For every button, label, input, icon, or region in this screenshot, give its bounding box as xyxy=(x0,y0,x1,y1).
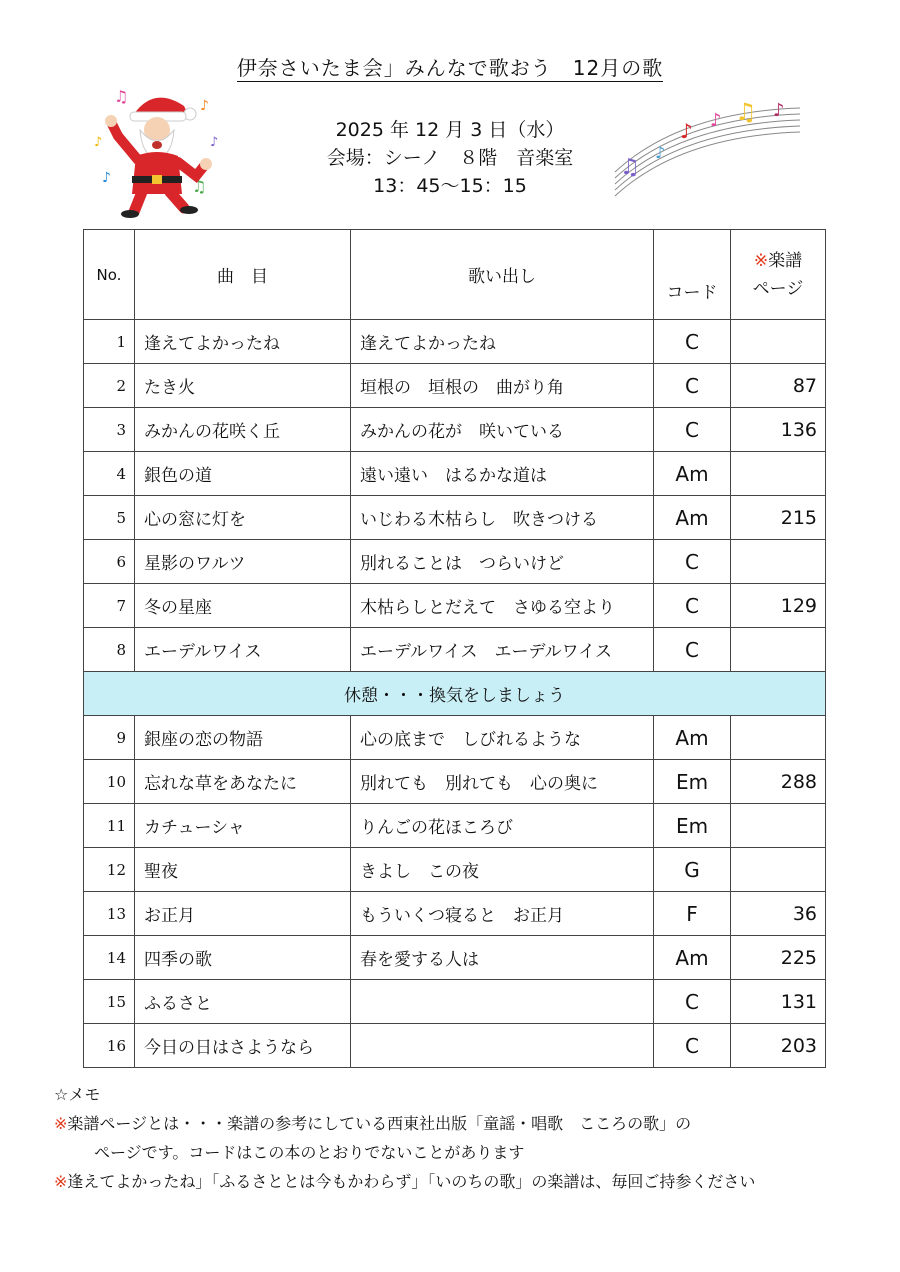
svg-text:♪: ♪ xyxy=(94,135,103,150)
song-title: 冬の星座 xyxy=(135,584,351,628)
song-first-line: 春を愛する人は xyxy=(351,936,654,980)
song-chord: F xyxy=(654,892,731,936)
song-row xyxy=(84,716,826,760)
song-score-page xyxy=(731,452,826,496)
song-number: 13 xyxy=(84,892,135,936)
song-score-page xyxy=(731,716,826,760)
song-number: 1 xyxy=(84,320,135,364)
song-number: 10 xyxy=(84,760,135,804)
song-title: カチューシャ xyxy=(135,804,351,848)
song-chord: Em xyxy=(654,804,731,848)
song-number: 12 xyxy=(84,848,135,892)
svg-text:♪: ♪ xyxy=(655,143,666,162)
song-chord: C xyxy=(654,408,731,452)
memo-mark-1: ※ xyxy=(54,1114,68,1133)
song-score-page xyxy=(731,628,826,672)
svg-text:♪: ♪ xyxy=(102,170,111,186)
song-row xyxy=(84,408,826,452)
memo-note-1 xyxy=(54,1109,884,1138)
svg-text:♫: ♫ xyxy=(620,155,640,180)
song-table xyxy=(83,229,826,1068)
song-row xyxy=(84,1024,826,1068)
song-score-page: 215 xyxy=(731,496,826,540)
song-first-line: 遠い遠い はるかな道は xyxy=(351,452,654,496)
song-number: 15 xyxy=(84,980,135,1024)
song-title: お正月 xyxy=(135,892,351,936)
event-venue: 会場：シーノ ８階 音楽室 xyxy=(326,147,574,169)
song-number: 9 xyxy=(84,716,135,760)
song-chord: C xyxy=(654,1024,731,1068)
song-row xyxy=(84,936,826,980)
song-first-line: きよし この夜 xyxy=(351,848,654,892)
header-no: No. xyxy=(84,230,135,320)
song-chord: C xyxy=(654,584,731,628)
song-first-line: もういくつ寝ると お正月 xyxy=(351,892,654,936)
song-number: 8 xyxy=(84,628,135,672)
song-title: 聖夜 xyxy=(135,848,351,892)
song-first-line xyxy=(351,980,654,1024)
song-first-line: 垣根の 垣根の 曲がり角 xyxy=(351,364,654,408)
song-row xyxy=(84,892,826,936)
song-title: 銀色の道 xyxy=(135,452,351,496)
song-first-line: 別れても 別れても 心の奥に xyxy=(351,760,654,804)
song-number: 4 xyxy=(84,452,135,496)
song-first-line: りんごの花ほころび xyxy=(351,804,654,848)
memo-heading: ☆メモ xyxy=(54,1085,101,1104)
song-chord: Am xyxy=(654,452,731,496)
song-first-line: いじわる木枯らし 吹きつける xyxy=(351,496,654,540)
song-number: 3 xyxy=(84,408,135,452)
event-date: 2025 年 12 月 3 日（水） xyxy=(335,119,565,141)
song-number: 2 xyxy=(84,364,135,408)
song-score-page xyxy=(731,540,826,584)
svg-text:♫: ♫ xyxy=(192,177,207,196)
song-first-line: エーデルワイス エーデルワイス xyxy=(351,628,654,672)
memo-note-1-cont: ページです。コードはこの本のとおりでないことがあります xyxy=(94,1143,525,1162)
event-time: 13：45～15：15 xyxy=(373,175,527,197)
header-title: 曲 目 xyxy=(135,230,351,320)
song-row xyxy=(84,320,826,364)
song-title: エーデルワイス xyxy=(135,628,351,672)
song-title: 四季の歌 xyxy=(135,936,351,980)
svg-text:♪: ♪ xyxy=(680,119,693,143)
song-score-page xyxy=(731,804,826,848)
song-title: 心の窓に灯を xyxy=(135,496,351,540)
song-title: みかんの花咲く丘 xyxy=(135,408,351,452)
song-title: 忘れな草をあなたに xyxy=(135,760,351,804)
song-chord: C xyxy=(654,320,731,364)
header-first-line: 歌い出し xyxy=(351,230,654,320)
song-first-line: 木枯らしとだえて さゆる空より xyxy=(351,584,654,628)
song-first-line: 心の底まで しびれるような xyxy=(351,716,654,760)
page-title-text: 伊奈さいたま会」みんなで歌おう 12月の歌 xyxy=(236,56,664,80)
song-score-page xyxy=(731,848,826,892)
song-row xyxy=(84,364,826,408)
music-notes-illustration xyxy=(610,92,805,202)
song-row xyxy=(84,496,826,540)
song-score-page: 129 xyxy=(731,584,826,628)
song-row xyxy=(84,980,826,1024)
song-chord: C xyxy=(654,628,731,672)
svg-text:♪: ♪ xyxy=(773,100,785,121)
break-text: 休憩・・・換気をしましょう xyxy=(84,672,826,716)
song-chord: C xyxy=(654,540,731,584)
song-score-page: 36 xyxy=(731,892,826,936)
song-score-page: 225 xyxy=(731,936,826,980)
header-score-page xyxy=(731,230,826,320)
song-row xyxy=(84,760,826,804)
song-row xyxy=(84,452,826,496)
song-title: たき火 xyxy=(135,364,351,408)
song-rows-second-half xyxy=(84,716,826,1068)
memo-note-2-text: 逢えてよかったね」「ふるさととは今もかわらず」「いのちの歌」の楽譜は、毎回ご持参ください xyxy=(67,1172,756,1191)
svg-text:♪: ♪ xyxy=(710,110,722,131)
svg-text:♫: ♫ xyxy=(114,87,129,106)
song-title: 逢えてよかったね xyxy=(135,320,351,364)
song-row xyxy=(84,628,826,672)
song-number: 16 xyxy=(84,1024,135,1068)
song-title: 星影のワルツ xyxy=(135,540,351,584)
song-chord: C xyxy=(654,364,731,408)
song-chord: Am xyxy=(654,716,731,760)
song-score-page: 131 xyxy=(731,980,826,1024)
song-row xyxy=(84,804,826,848)
song-number: 14 xyxy=(84,936,135,980)
song-score-page: 288 xyxy=(731,760,826,804)
song-title: ふるさと xyxy=(135,980,351,1024)
song-chord: Em xyxy=(654,760,731,804)
song-first-line: 別れることは つらいけど xyxy=(351,540,654,584)
svg-text:♪: ♪ xyxy=(200,98,209,114)
song-first-line: 逢えてよかったね xyxy=(351,320,654,364)
break-row xyxy=(84,672,826,716)
header-score-line2: ページ xyxy=(752,278,804,299)
song-number: 5 xyxy=(84,496,135,540)
song-score-page xyxy=(731,320,826,364)
memo-note-1-text: 楽譜ページとは・・・楽譜の参考にしている西東社出版「童謡・唱歌 こころの歌」の xyxy=(67,1114,692,1133)
song-title: 銀座の恋の物語 xyxy=(135,716,351,760)
memo-mark-2: ※ xyxy=(54,1172,68,1191)
song-score-page: 136 xyxy=(731,408,826,452)
song-chord: Am xyxy=(654,496,731,540)
header-chord: コード xyxy=(654,230,731,320)
header-score-mark: ※ xyxy=(753,250,769,271)
song-number: 11 xyxy=(84,804,135,848)
song-row xyxy=(84,540,826,584)
song-first-line xyxy=(351,1024,654,1068)
song-row xyxy=(84,848,826,892)
song-chord: Am xyxy=(654,936,731,980)
song-first-line: みかんの花が 咲いている xyxy=(351,408,654,452)
page-title xyxy=(0,52,900,81)
song-score-page: 87 xyxy=(731,364,826,408)
song-chord: G xyxy=(654,848,731,892)
song-rows-first-half xyxy=(84,320,826,672)
song-number: 6 xyxy=(84,540,135,584)
song-chord: C xyxy=(654,980,731,1024)
memo-section xyxy=(54,1080,884,1196)
song-title: 今日の日はさようなら xyxy=(135,1024,351,1068)
header-score-line1: 楽譜 xyxy=(768,250,803,271)
svg-text:♫: ♫ xyxy=(735,98,757,126)
song-score-page: 203 xyxy=(731,1024,826,1068)
song-row xyxy=(84,584,826,628)
song-number: 7 xyxy=(84,584,135,628)
svg-text:♪: ♪ xyxy=(210,135,219,150)
table-header-row xyxy=(84,230,826,320)
memo-note-2 xyxy=(54,1167,884,1196)
